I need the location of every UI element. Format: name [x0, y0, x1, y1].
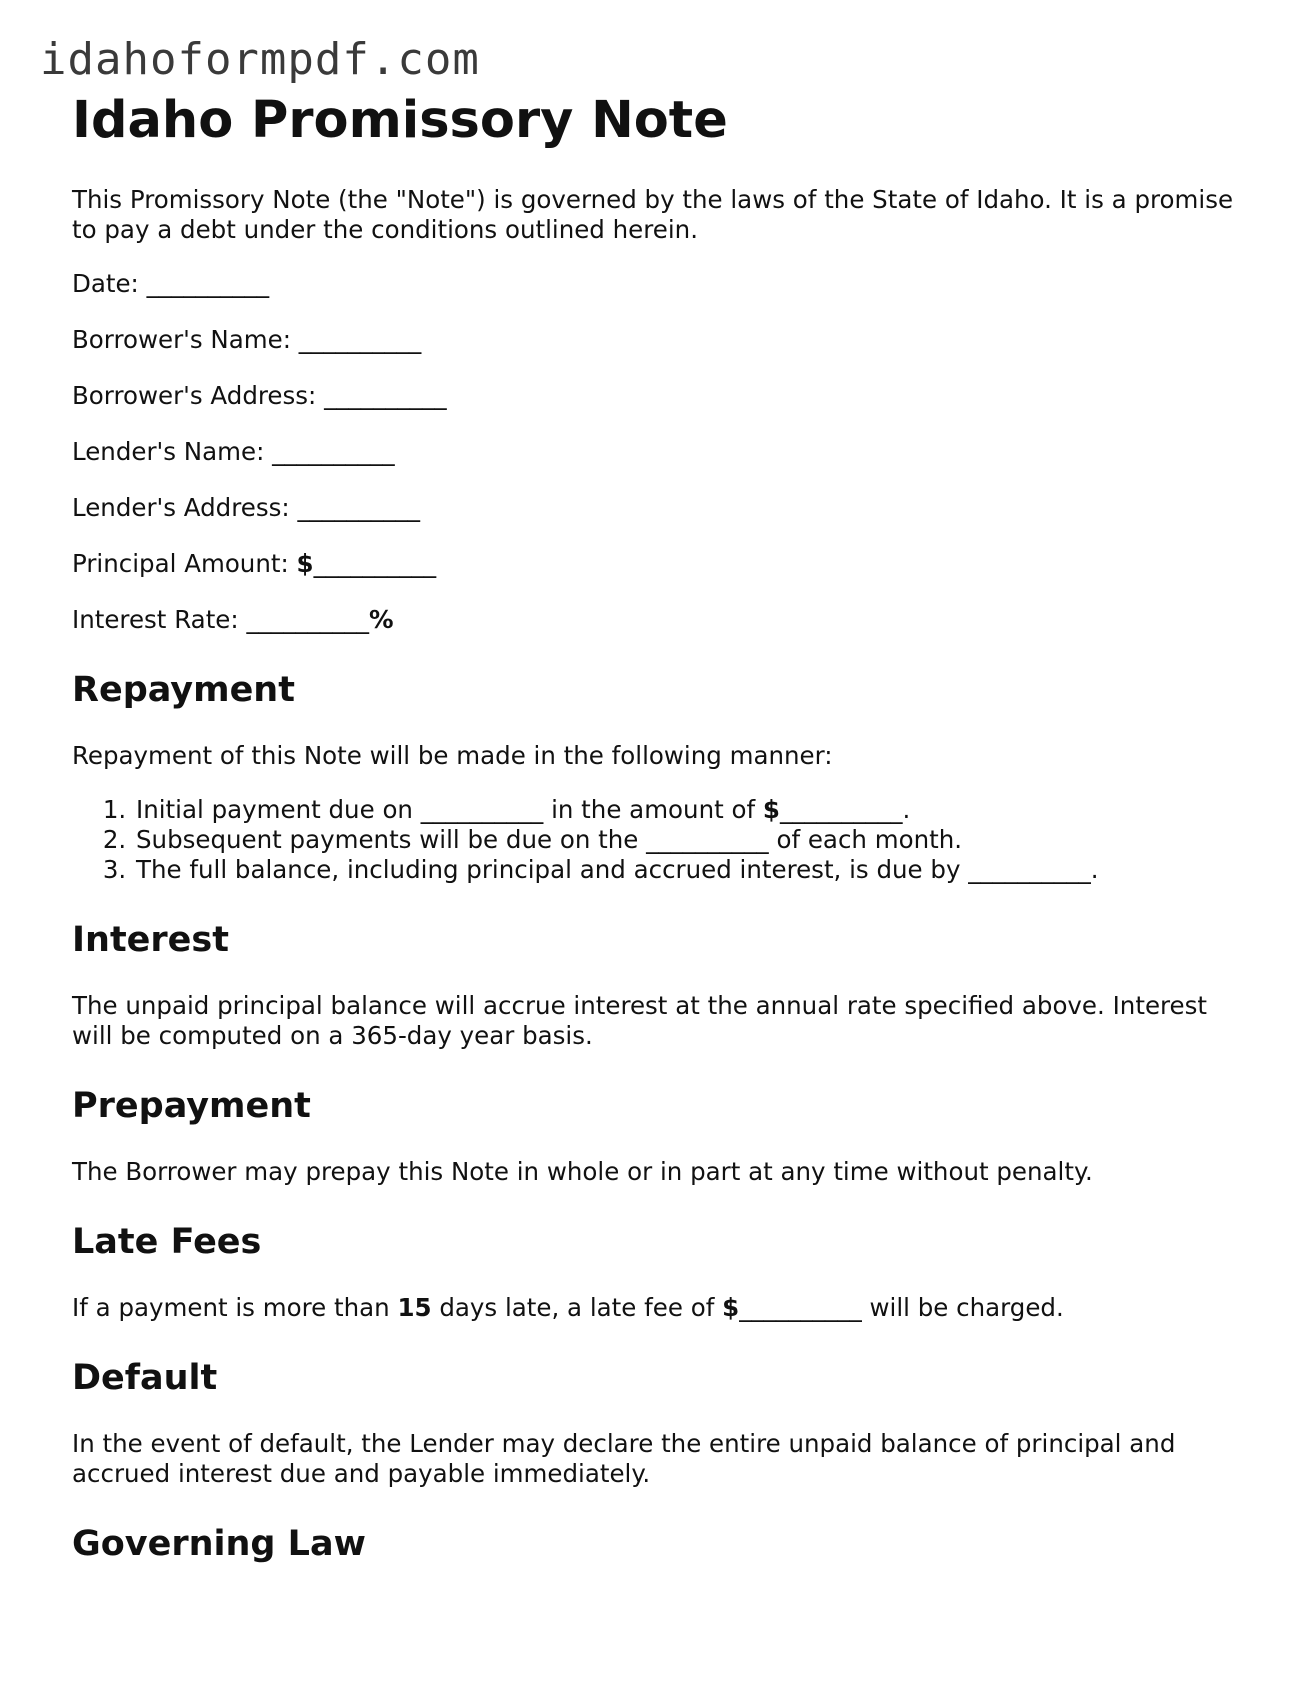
late-fees-text-c: will be charged.	[869, 1293, 1064, 1323]
subsequent-payment-day-blank[interactable]: __________	[646, 825, 769, 855]
borrower-address-label: Borrower's Address:	[72, 381, 317, 411]
governing-law-heading: Governing Law	[72, 1524, 366, 1565]
default-heading: Default	[72, 1358, 218, 1399]
initial-payment-amount-blank[interactable]: __________	[779, 795, 903, 825]
repayment-item-2	[134, 825, 1252, 855]
currency-symbol: $	[296, 549, 314, 579]
principal-amount-label: Principal Amount:	[72, 549, 289, 579]
lender-name-field	[72, 437, 1252, 467]
item3-text-a: The full balance, including principal and accrued interest, is due by	[136, 855, 961, 885]
item2-text-b: of each month.	[776, 825, 963, 855]
prepayment-text: The Borrower may prepay this Note in whole or in part at any time without penalty.	[72, 1157, 1093, 1187]
date-field	[72, 269, 1252, 299]
interest-rate-field	[72, 605, 1252, 635]
item1-text-a: Initial payment due on	[136, 795, 413, 825]
late-fees-text	[72, 1293, 1252, 1323]
date-blank[interactable]: __________	[146, 269, 270, 299]
principal-amount-field	[72, 549, 1252, 579]
late-fees-heading: Late Fees	[72, 1222, 262, 1263]
late-fee-amount-blank[interactable]: __________	[739, 1293, 862, 1323]
repayment-item-1	[134, 795, 1252, 825]
late-days-value: 15	[397, 1293, 432, 1323]
period: .	[1090, 855, 1099, 885]
late-fees-text-a: If a payment is more than	[72, 1293, 390, 1323]
lender-name-label: Lender's Name:	[72, 437, 265, 467]
repayment-heading: Repayment	[72, 670, 295, 711]
percent-symbol: %	[368, 605, 394, 635]
currency-symbol: $	[722, 1293, 740, 1323]
page-title: Idaho Promissory Note	[72, 91, 728, 150]
interest-rate-blank[interactable]: __________	[246, 605, 369, 635]
date-label: Date:	[72, 269, 139, 299]
lender-address-label: Lender's Address:	[72, 493, 290, 523]
lender-address-field	[72, 493, 1252, 523]
initial-payment-date-blank[interactable]: __________	[420, 795, 544, 825]
lender-name-blank[interactable]: __________	[272, 437, 395, 467]
interest-heading: Interest	[72, 920, 229, 961]
period: .	[902, 795, 911, 825]
item2-text-a: Subsequent payments will be due on the	[136, 825, 639, 855]
borrower-name-label: Borrower's Name:	[72, 325, 291, 355]
watermark-logo: idahoformpdf.com	[40, 34, 480, 85]
borrower-address-blank[interactable]: __________	[324, 381, 447, 411]
repayment-list	[72, 795, 1252, 885]
interest-text: The unpaid principal balance will accrue interest at the annual rate specified above. Interest will be computed on a 365-day year basis.	[72, 991, 1207, 1051]
repayment-item-3	[134, 855, 1252, 885]
intro-paragraph: This Promissory Note (the "Note") is governed by the laws of the State of Idaho. It is a promise to pay a debt under the conditions outlined herein.	[72, 185, 1234, 245]
item1-text-b: in the amount of	[551, 795, 756, 825]
prepayment-heading: Prepayment	[72, 1086, 311, 1127]
repayment-intro: Repayment of this Note will be made in the following manner:	[72, 741, 833, 771]
borrower-name-field	[72, 325, 1252, 355]
late-fees-text-b: days late, a late fee of	[439, 1293, 715, 1323]
principal-amount-blank[interactable]: __________	[313, 549, 437, 579]
borrower-name-blank[interactable]: __________	[298, 325, 422, 355]
lender-address-blank[interactable]: __________	[297, 493, 420, 523]
default-text: In the event of default, the Lender may declare the entire unpaid balance of principal and accrued interest due and payable immediately.	[72, 1429, 1176, 1489]
full-balance-due-blank[interactable]: __________	[968, 855, 1091, 885]
borrower-address-field	[72, 381, 1252, 411]
document-page	[72, 90, 1252, 1565]
currency-symbol: $	[762, 795, 780, 825]
interest-rate-label: Interest Rate:	[72, 605, 239, 635]
